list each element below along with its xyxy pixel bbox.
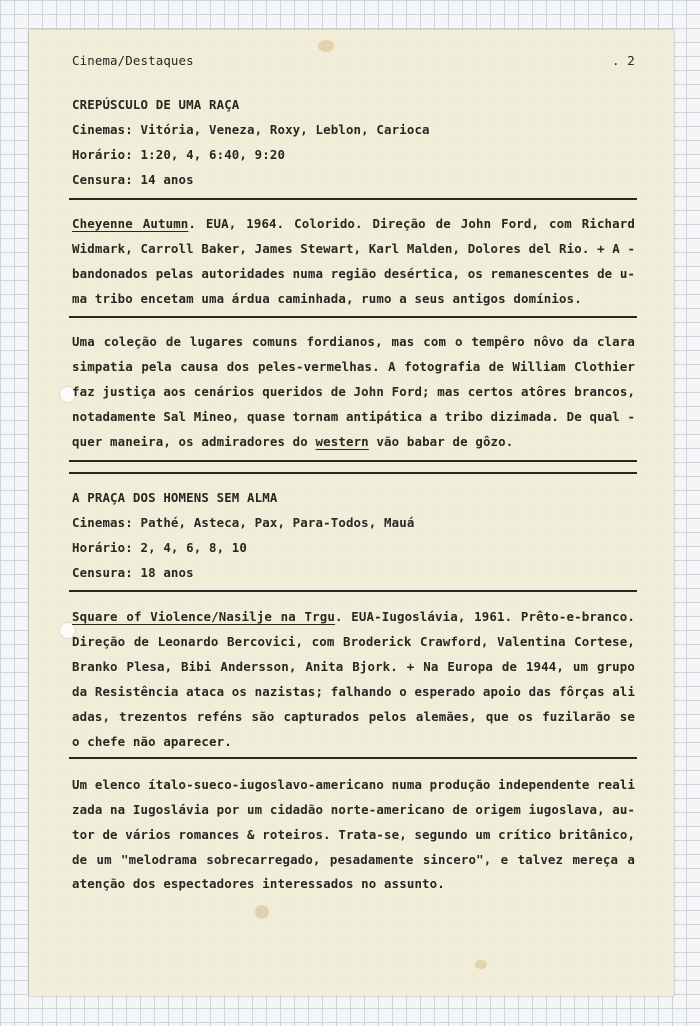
divider-rule — [69, 198, 637, 200]
synopsis-line: o chefe não aparecer. — [72, 734, 232, 749]
divider-rule — [69, 460, 637, 462]
review-line: Uma coleção de lugares comuns fordianos, mas com o tempêro nôvo da clara — [72, 334, 635, 349]
review-line — [72, 434, 513, 450]
divider-rule — [69, 472, 637, 474]
synopsis-line: bandonados pelas autoridades numa região desértica, os remanescentes de u- — [72, 266, 636, 281]
cinemas-line: Cinemas: Pathé, Asteca, Pax, Para-Todos, Mauá — [72, 515, 415, 530]
review-text: quer maneira, os admiradores do — [72, 434, 316, 449]
review-line: de um "melodrama sobrecarregado, pesadamente sincero", e talvez mereça a — [72, 852, 635, 867]
synopsis-line: Direção de Leonardo Bercovici, com Broderick Crawford, Valentina Cortese, — [72, 634, 635, 649]
synopsis-text: . EUA-Iugoslávia, 1961. Prêto-e-branco. — [335, 609, 635, 624]
schedule-line: Horário: 2, 4, 6, 8, 10 — [72, 540, 248, 555]
synopsis-line: Widmark, Carroll Baker, James Stewart, Karl Malden, Dolores del Rio. + A - — [72, 241, 636, 256]
paper-stain — [318, 40, 334, 52]
original-title: Square of Violence/Nasilje na Trgu — [72, 609, 336, 624]
synopsis-text: . EUA, 1964. Colorido. Direção de John Ford, com Richard — [188, 216, 635, 231]
cinemas-line: Cinemas: Vitória, Veneza, Roxy, Leblon, Carioca — [72, 122, 430, 137]
synopsis-line: adas, trezentos reféns são capturados pelos alemães, que os fuzilarão se — [72, 709, 635, 724]
schedule-line: Horário: 1:20, 4, 6:40, 9:20 — [72, 147, 286, 162]
synopsis-line: ma tribo encetam uma árdua caminhada, rumo a seus antigos domínios. — [72, 291, 582, 306]
review-line: tor de vários romances & roteiros. Trata-se, segundo um crítico britânico, — [72, 827, 636, 842]
synopsis-line: Branko Plesa, Bibi Andersson, Anita Bjork. + Na Europa de 1944, um grupo — [72, 659, 635, 674]
rating-line: Censura: 14 anos — [72, 172, 194, 187]
divider-rule — [69, 316, 637, 318]
review-line: zada na Iugoslávia por um cidadão norte-americano de origem iugoslava, au- — [72, 802, 636, 817]
original-title: Cheyenne Autumn — [72, 216, 189, 231]
review-line: faz justiça aos cenários queridos de John Ford; mas certos atôres brancos, — [72, 384, 636, 399]
synopsis-line — [72, 216, 635, 232]
review-line: atenção dos espectadores interessados no assunto. — [72, 876, 445, 891]
film-title: A PRAÇA DOS HOMENS SEM ALMA — [72, 490, 278, 505]
underlined-word: western — [315, 434, 369, 449]
review-line: Um elenco ítalo-sueco-iugoslavo-americano numa produção independente reali — [72, 777, 636, 792]
paper-stain — [475, 960, 487, 969]
review-line: notadamente Sal Mineo, quase tornam antipática a tribo dizimada. De qual - — [72, 409, 636, 424]
page-number: . 2 — [612, 53, 635, 68]
film-title: CREPÚSCULO DE UMA RAÇA — [72, 97, 240, 112]
rating-line: Censura: 18 anos — [72, 565, 194, 580]
review-text: vão babar de gôzo. — [368, 434, 514, 449]
paper-stain — [255, 905, 269, 919]
divider-rule — [69, 590, 637, 592]
divider-rule — [69, 757, 637, 759]
synopsis-line: da Resistência ataca os nazistas; falhando o esperado apoio das fôrças ali — [72, 684, 636, 699]
synopsis-line — [72, 609, 635, 625]
review-line: simpatia pela causa dos peles-vermelhas. A fotografia de William Clothier — [72, 359, 635, 374]
section-header: Cinema/Destaques — [72, 53, 194, 68]
